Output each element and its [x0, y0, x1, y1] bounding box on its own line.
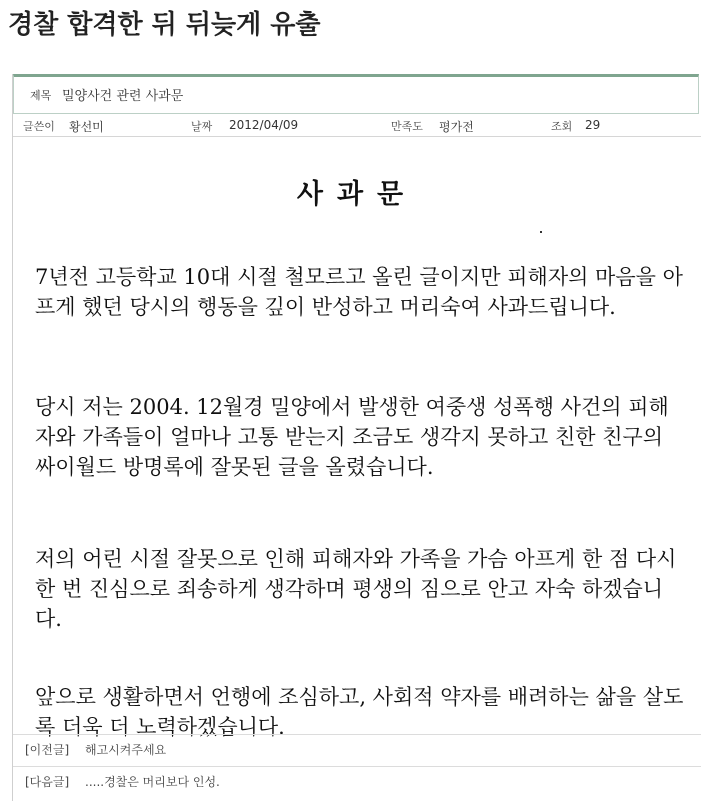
views-label: 조회 [551, 120, 573, 133]
rating-value: 평가전 [439, 120, 474, 134]
views-value: 29 [585, 118, 601, 132]
prev-post-row[interactable] [13, 734, 701, 762]
prev-post-link[interactable]: 해고시켜주세요 [85, 743, 167, 757]
next-post-label: [다음글] [25, 775, 70, 789]
next-post-link[interactable]: .....경찰은 머리보다 인성. [85, 775, 220, 789]
subject-value: 밀양사건 관련 사과문 [62, 89, 184, 104]
next-post-row[interactable] [13, 766, 701, 794]
document-title: 사과문 [296, 179, 418, 210]
author-label: 글쓴이 [23, 120, 55, 133]
paragraph-1: 7년전 고등학교 10대 시절 철모르고 올린 글이지만 피해자의 마음을 아프게 했던 당시의 행동을 깊이 반성하고 머리숙여 사과드립니다. [35, 265, 683, 319]
author-value[interactable]: 황선미 [69, 120, 104, 134]
stray-dot [540, 231, 542, 233]
subject-label: 제목 [30, 89, 52, 102]
rating-label: 만족도 [391, 120, 423, 133]
paragraph-2: 당시 저는 2004. 12월경 밀양에서 발생한 여중생 성폭행 사건의 피해자와 가족들이 얼마나 고통 받는지 조금도 생각지 못하고 친한 친구의 싸이월드 방명록에 잘못된 글을 올렸습니다. [35, 395, 669, 479]
paragraph-4: 앞으로 생활하면서 언행에 조심하고, 사회적 약자를 배려하는 삶을 살도록 더욱 더 노력하겠습니다. [35, 685, 684, 739]
subject-row [13, 74, 699, 114]
post-board [12, 74, 701, 801]
page-headline: 경찰 합격한 뒤 뒤늦게 유출 [8, 10, 321, 40]
prev-post-label: [이전글] [25, 743, 70, 757]
paragraph-3: 저의 어린 시절 잘못으로 인해 피해자와 가족을 가슴 아프게 한 점 다시 한 번 진심으로 죄송하게 생각하며 평생의 짐으로 안고 자숙 하겠습니다. [35, 547, 677, 631]
date-value: 2012/04/09 [229, 118, 299, 132]
date-label: 날짜 [191, 120, 213, 133]
post-meta-row [13, 114, 701, 136]
meta-divider [13, 136, 701, 137]
